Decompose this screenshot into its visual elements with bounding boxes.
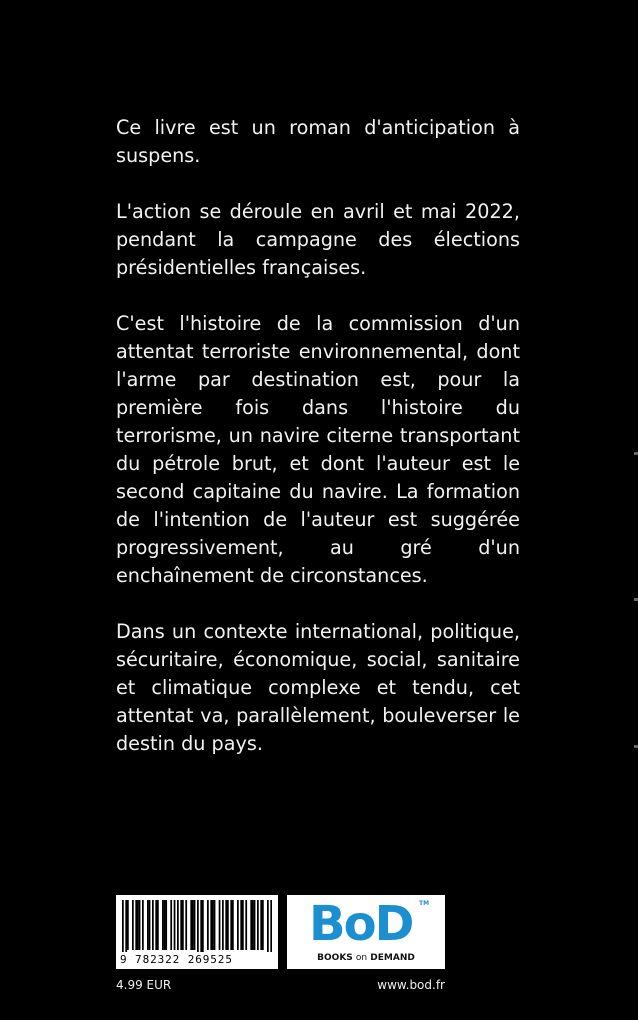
barcode-bar — [245, 900, 247, 950]
trademark-mark: TM — [419, 900, 430, 907]
barcode-bar — [157, 900, 159, 950]
barcode-bar — [222, 900, 224, 950]
barcode-bar — [207, 900, 209, 950]
barcode-bar — [267, 900, 269, 952]
barcode-bar — [240, 900, 242, 950]
barcode-bar — [254, 900, 256, 950]
barcode-bar — [155, 900, 157, 950]
barcode-bar — [250, 900, 252, 950]
barcode-bar — [210, 900, 212, 950]
barcode-bar — [135, 900, 137, 950]
barcode-bar — [185, 900, 187, 950]
barcode-bar — [227, 900, 229, 950]
barcode-bar — [230, 900, 232, 950]
barcode-bar — [200, 900, 202, 952]
barcode-bar — [162, 900, 164, 950]
publisher-logo — [287, 895, 445, 969]
barcode-bar — [182, 900, 184, 950]
barcode-bar — [132, 900, 134, 950]
barcode-bar — [270, 900, 272, 952]
blurb-paragraph-4: Dans un contexte international, politique, sécuritaire, économique, social, sanitaire et climatique complexe et tendu, cet attentat va, parallèlement, bouleverser le destin du pays. — [116, 620, 520, 755]
barcode-bar — [197, 900, 199, 952]
barcode-bar — [232, 900, 234, 950]
barcode-bar — [139, 900, 141, 950]
isbn-barcode — [116, 895, 278, 969]
barcode-bar — [219, 900, 221, 950]
barcode-bar — [252, 900, 254, 950]
barcode-bar — [257, 900, 259, 950]
tagline-on: on — [355, 953, 368, 963]
barcode-bar — [237, 900, 239, 950]
publisher-url: www.bod.fr — [377, 978, 445, 992]
barcode-bar — [149, 900, 151, 950]
barcode-bar — [260, 900, 262, 950]
barcode-bar — [194, 900, 196, 950]
barcode-bar — [192, 900, 194, 950]
barcode-bar — [170, 900, 172, 950]
price-label: 4.99 EUR — [116, 978, 172, 992]
barcode-bar — [125, 900, 127, 952]
blurb-paragraph-2: L'action se déroule en avril et mai 2022, pendant la campagne des élections présidentielles françaises. — [116, 200, 520, 279]
blurb-paragraph-3: C'est l'histoire de la commission d'un attentat terroriste environnemental, dont l'arme par destination est, pour la première fois dans l'histoire du terrorisme, un navire citerne transportant du pétrole brut, et dont l'auteur est le second capitaine du navire. La formation de l'intention de l'auteur est suggérée progressivement, au gré d'un enchaînement de circonstances. — [116, 312, 520, 587]
barcode-bar — [137, 900, 139, 950]
edge-mark — [634, 745, 638, 748]
edge-mark — [634, 452, 638, 455]
bod-logo-text: BoD — [309, 896, 413, 952]
barcode-bar — [190, 900, 192, 950]
barcode-bar — [165, 900, 167, 950]
cover-blurb — [116, 114, 520, 786]
barcode-bar — [147, 900, 149, 950]
barcode-bar — [242, 900, 244, 950]
barcode-bar — [225, 900, 227, 950]
blurb-paragraph-1: Ce livre est un roman d'anticipation à suspens. — [116, 116, 520, 167]
tagline-books: BOOKS — [317, 953, 353, 963]
barcode-bar — [152, 900, 154, 950]
barcode-bar — [142, 900, 144, 950]
barcode-bar — [214, 900, 216, 950]
barcode-bar — [212, 900, 214, 950]
tagline-demand: DEMAND — [370, 953, 415, 963]
barcode-digits: 9 782322 269525 — [120, 953, 233, 966]
barcode-bar — [177, 900, 179, 950]
barcode-bar — [127, 900, 129, 950]
barcode-bar — [202, 900, 204, 952]
barcode-bar — [122, 900, 124, 952]
barcode-bar — [180, 900, 182, 950]
publisher-tagline — [287, 953, 445, 963]
edge-mark — [634, 598, 638, 601]
barcode-bar — [174, 900, 176, 950]
barcode-bar — [164, 900, 166, 950]
barcode-bars — [122, 900, 272, 952]
barcode-bar — [262, 900, 264, 950]
